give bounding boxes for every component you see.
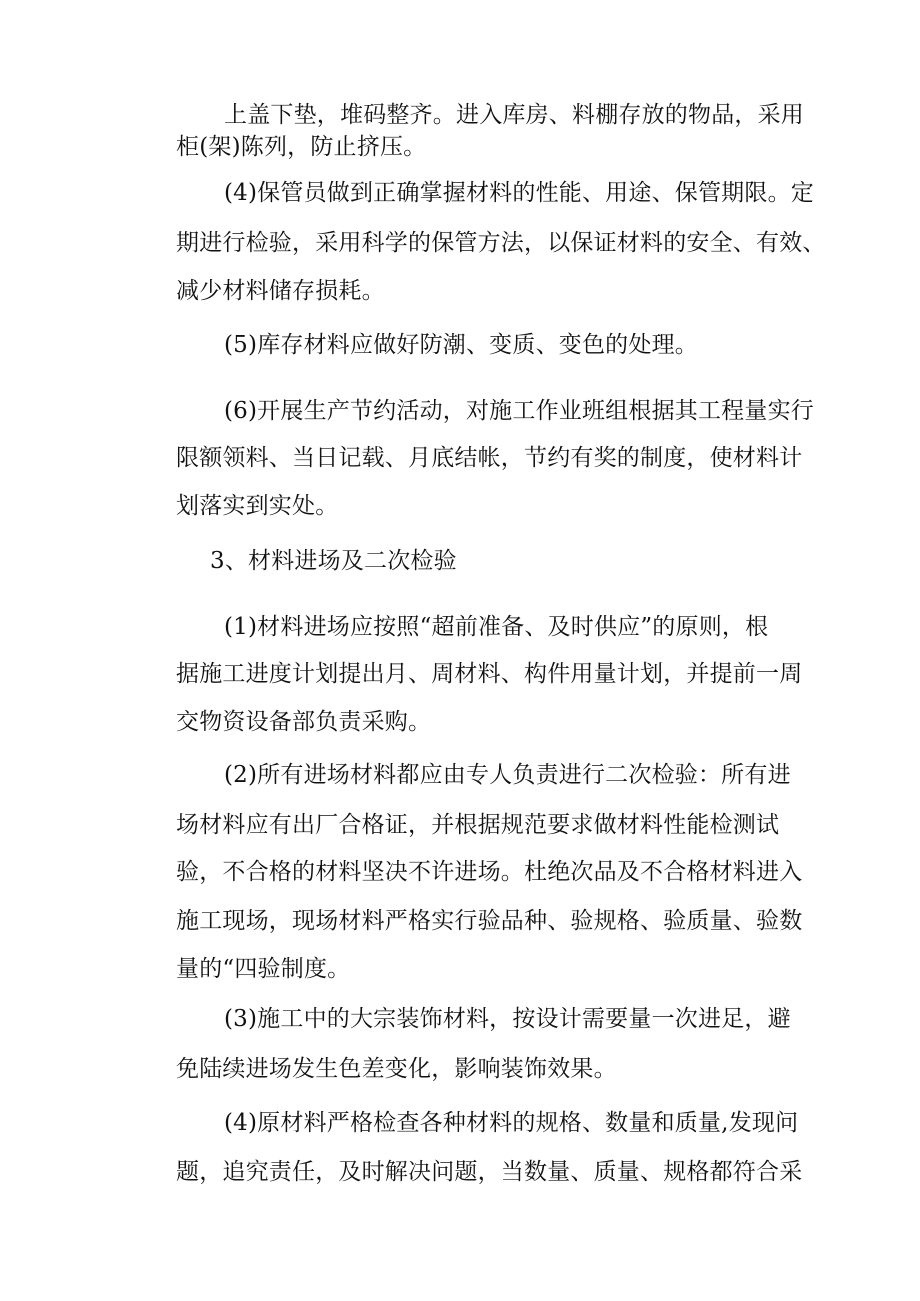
text-line-11: (1)材料进场应按照“超前准备、及时供应”的原则，根 <box>224 614 769 640</box>
text-line-21: (4)原材料严格检查各种材料的规格、数量和质量,发现问 <box>224 1110 799 1136</box>
text-line-14: (2)所有进场材料都应由专人负责进行二次检验：所有进 <box>224 762 791 788</box>
text-line-19: (3)施工中的大宗装饰材料，按设计需要量一次进足，避 <box>224 1006 791 1032</box>
text-line-16: 验，不合格的材料坚决不许进场。杜绝次品及不合格材料进入 <box>176 859 803 885</box>
text-line-13: 交物资设备部负责采购。 <box>176 709 432 735</box>
text-line-8: 限额领料、当日记载、月底结帐，节约有奖的制度，使材料计 <box>176 445 803 471</box>
text-line-5: 减少材料储存损耗。 <box>176 278 385 304</box>
text-line-12: 据施工进度计划提出月、周材料、构件用量计划，并提前一周 <box>176 661 803 687</box>
text-line-2: 柜(架)陈列，防止挤压。 <box>176 134 427 160</box>
text-line-18: 量的“四验制度。 <box>176 956 351 982</box>
text-line-7: (6)开展生产节约活动，对施工作业班组根据其工程量实行 <box>224 398 814 424</box>
text-line-20: 免陆续进场发生色差变化，影响装饰效果。 <box>176 1056 617 1082</box>
text-line-1: 上盖下垫，堆码整齐。进入库房、料棚存放的物品，采用 <box>224 102 804 128</box>
text-line-22: 题，追究责任，及时解决问题，当数量、质量、规格都符合采 <box>176 1159 803 1185</box>
text-line-9: 划落实到实处。 <box>176 493 339 519</box>
text-line-3: (4)保管员做到正确掌握材料的性能、用途、保管期限。定 <box>224 180 814 206</box>
text-line-6: (5)库存材料应做好防潮、变质、变色的处理。 <box>224 332 698 358</box>
text-line-15: 场材料应有出厂合格证，并根据规范要求做材料性能检测试 <box>176 812 780 838</box>
section-heading: 3、材料进场及二次检验 <box>210 548 457 574</box>
text-line-17: 施工现场，现场材料严格实行验品种、验规格、验质量、验数 <box>176 908 803 934</box>
text-line-4: 期进行检验，采用科学的保管方法，以保证材料的安全、有效、 <box>176 230 826 256</box>
